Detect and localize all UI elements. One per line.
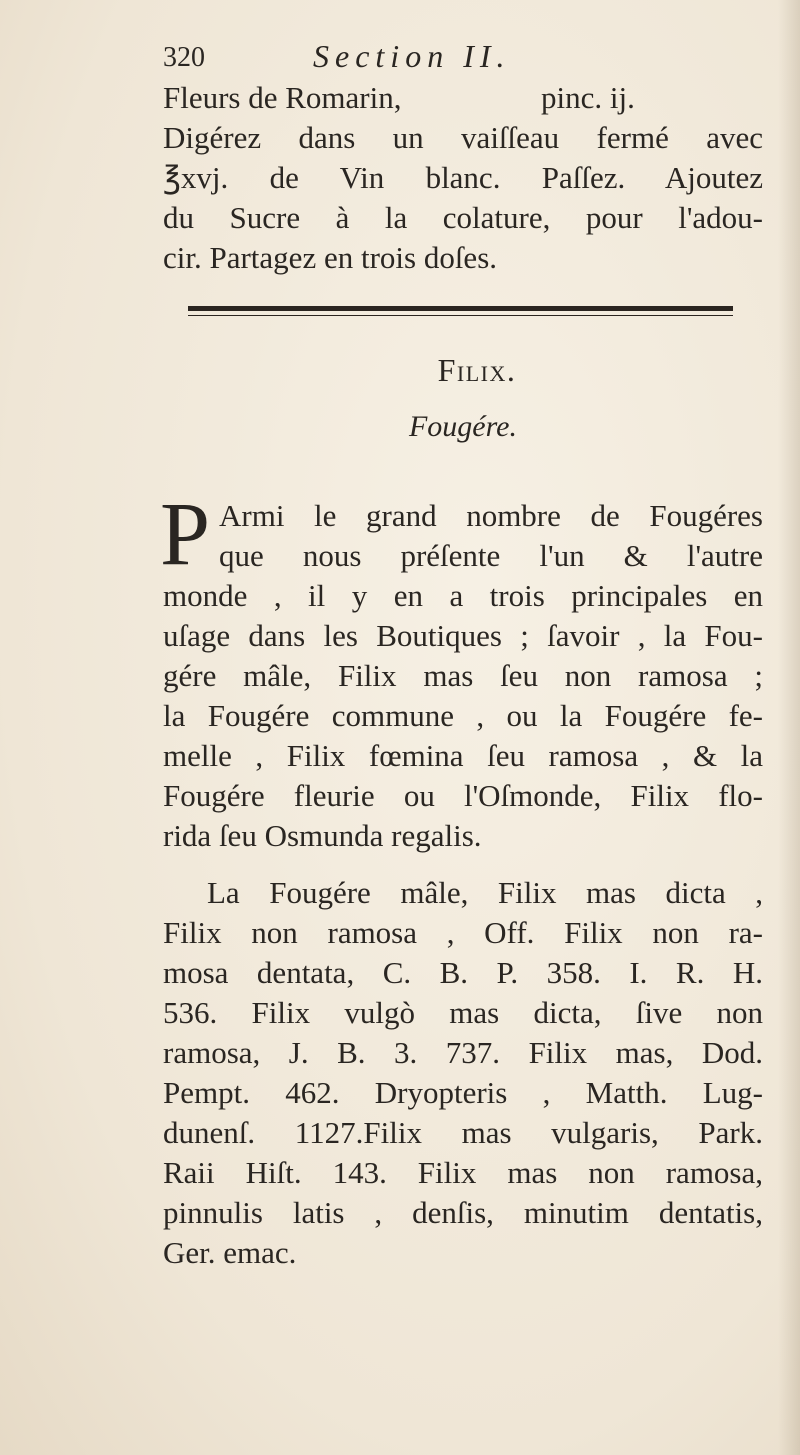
- entry-title: Filix.: [437, 352, 517, 388]
- text-line: Digérez dans un vaiſſeau fermé avec: [163, 120, 763, 155]
- text-line: la Fougére commune , ou la Fougére fe-: [163, 698, 763, 733]
- text-line: ramosa, J. B. 3. 737. Filix mas, Dod.: [163, 1035, 763, 1070]
- entry-subtitle: Fougére.: [408, 410, 518, 443]
- text-line: ℥xvj. de Vin blanc. Paſſez. Ajoutez: [163, 160, 763, 195]
- section-divider: [188, 306, 733, 316]
- paragraph-2: [163, 873, 763, 1273]
- text-line: mosa dentata, C. B. P. 358. I. R. H.: [163, 955, 763, 990]
- text-line: 536. Filix vulgò mas dicta, ſive non: [163, 995, 763, 1030]
- text-line: Ger. emac.: [163, 1235, 297, 1270]
- text-line: du Sucre à la colature, pour l'adou-: [163, 200, 763, 235]
- text-line: Filix non ramosa , Off. Filix non ra-: [163, 915, 763, 950]
- running-title: Section II.: [313, 38, 511, 74]
- drop-cap: P: [160, 485, 211, 584]
- text-line: monde , il y en a trois principales en: [163, 578, 763, 613]
- page-number: 320: [163, 42, 205, 73]
- text-line: Armi le grand nombre de Fougéres: [219, 498, 763, 533]
- text-line: melle , Filix fœmina ſeu ramosa , & la: [163, 738, 763, 773]
- recipe-continuation: [163, 78, 763, 278]
- text-line: gére mâle, Filix mas ſeu non ramosa ;: [163, 658, 763, 693]
- text-line: que nous préſente l'un & l'autre: [219, 538, 763, 573]
- text-line: Pempt. 462. Dryopteris , Matth. Lug-: [163, 1075, 763, 1110]
- text-line: La Fougére mâle, Filix mas dicta ,: [207, 875, 763, 910]
- text-line: pinnulis latis , denſis, minutim dentatis,: [163, 1195, 763, 1230]
- paragraph-1: [163, 496, 763, 856]
- text-line: Fleurs de Romarin, pinc. ij.: [163, 80, 635, 115]
- text-line: Fougére fleurie ou l'Oſmonde, Filix flo-: [163, 778, 763, 813]
- text-line: uſage dans les Boutiques ; ſavoir , la Fou-: [163, 618, 763, 653]
- text-line: rida ſeu Osmunda regalis.: [163, 818, 482, 853]
- text-line: Raii Hiſt. 143. Filix mas non ramosa,: [163, 1155, 763, 1190]
- text-line: cir. Partagez en trois doſes.: [163, 240, 498, 275]
- text-line: dunenſ. 1127.Filix mas vulgaris, Park.: [163, 1115, 763, 1150]
- page-edge-shadow: [778, 0, 800, 1455]
